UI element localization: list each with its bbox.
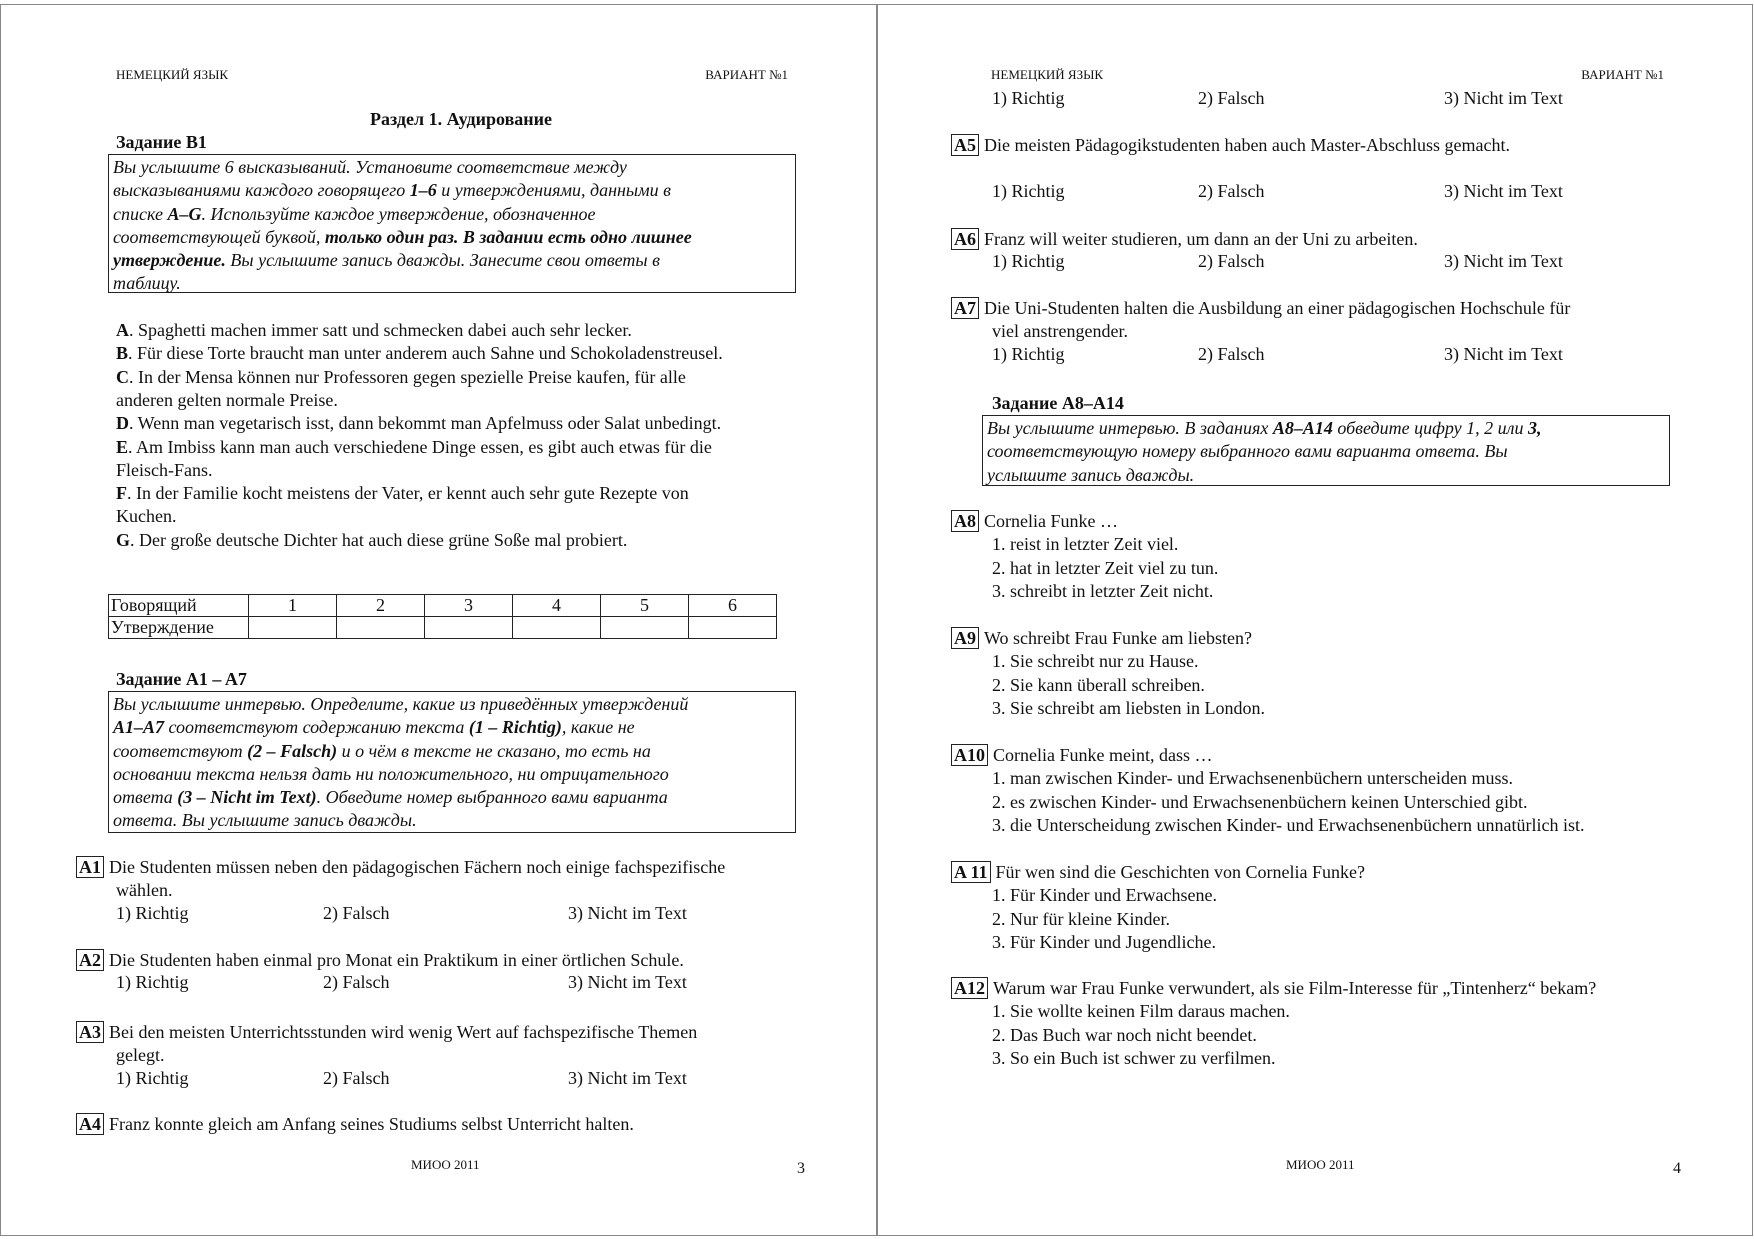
footer: МИОО 2011 <box>1286 1157 1355 1172</box>
question-text: Cornelia Funke … <box>984 511 1118 531</box>
instruction-text: высказываниями каждого говорящего <box>113 180 410 201</box>
statement-c <box>116 366 686 389</box>
statement-letter: B <box>116 343 129 364</box>
instruction-text: утверждение. <box>113 250 226 271</box>
answer-option[interactable]: 2. Nur für kleine Kinder. <box>992 908 1170 929</box>
question-label: A 11 <box>951 861 991 883</box>
answer-option[interactable]: 1) Richtig <box>992 180 1065 201</box>
instruction-line <box>113 786 791 809</box>
page-number: 3 <box>797 1160 805 1177</box>
instruction-text: услышите запись дважды. <box>987 464 1195 485</box>
answer-cell[interactable] <box>689 617 777 639</box>
question-a7 <box>992 320 1128 343</box>
instruction-text: 3, <box>1527 418 1542 438</box>
question-text: wählen. <box>116 880 173 901</box>
answer-option[interactable]: 1. Sie schreibt nur zu Hause. <box>992 651 1199 672</box>
task-a8-title: Задание A8–A14 <box>992 393 1124 413</box>
instruction-line <box>987 417 1665 440</box>
answer-option[interactable]: 1) Richtig <box>992 343 1065 364</box>
question-label: A3 <box>76 1021 104 1043</box>
question-label: A12 <box>951 977 988 999</box>
statement-text: Fleisch-Fans. <box>116 459 213 480</box>
variant-header: ВАРИАНТ №1 <box>705 67 788 82</box>
question-a11 <box>951 861 1365 884</box>
answer-table <box>108 594 777 639</box>
answer-cell[interactable] <box>337 617 425 639</box>
answer-cell[interactable] <box>513 617 601 639</box>
statement-e <box>116 436 712 459</box>
statement-letter: C <box>116 366 129 387</box>
question-label: A6 <box>951 228 979 250</box>
instruction-text: таблицу. <box>113 273 181 294</box>
question-text: Die meisten Pädagogikstudenten haben auch Master-Abschluss gemacht. <box>984 135 1510 155</box>
instruction-text: и о чём в тексте не сказано, то есть на <box>337 740 651 761</box>
task-b1-title: Задание B1 <box>116 132 207 152</box>
answer-cell[interactable] <box>249 617 337 639</box>
statement-a <box>116 319 632 342</box>
answer-option[interactable]: 3) Nicht im Text <box>1444 180 1563 201</box>
instruction-text: (3 – Nicht im Text) <box>177 787 317 808</box>
question-text: Franz konnte gleich am Anfang seines Studiums selbst Unterricht halten. <box>109 1114 634 1134</box>
statement-letter: F <box>116 483 127 504</box>
question-a2 <box>76 949 684 972</box>
instruction-line <box>113 179 791 202</box>
statement-text: . In der Mensa können nur Professoren gegen spezielle Preise kaufen, für alle <box>129 366 686 387</box>
subject-header: НЕМЕЦКИЙ ЯЗЫК <box>116 67 229 82</box>
instruction-text: . Используйте каждое утверждение, обозначенное <box>201 203 596 224</box>
answer-option[interactable]: 2. es zwischen Kinder- und Erwachsenenbüchern keinen Unterschied gibt. <box>992 791 1528 812</box>
question-label: A8 <box>951 510 979 532</box>
answer-option[interactable]: 2) Falsch <box>1198 88 1265 108</box>
instruction-text: только один раз. В задании есть одно лишнее <box>324 226 692 247</box>
statement-text: . In der Familie kocht meistens der Vater, er kennt auch sehr gute Rezepte von <box>127 483 689 504</box>
statement-letter: D <box>116 413 129 434</box>
statement-letter: G <box>116 529 131 550</box>
question-a4 <box>76 1113 634 1136</box>
question-label: A4 <box>76 1113 104 1135</box>
question-label: A2 <box>76 949 104 971</box>
instruction-line <box>113 226 791 249</box>
instruction-line <box>113 249 791 272</box>
statement-letter: E <box>116 436 129 457</box>
task-a1-title: Задание A1 – A7 <box>116 669 247 689</box>
question-label: A9 <box>951 627 979 649</box>
speaker-number: 1 <box>249 595 337 617</box>
page-3 <box>0 4 877 1236</box>
instruction-line <box>113 156 791 179</box>
instruction-text: , какие не <box>561 717 635 738</box>
answer-option[interactable]: 1) Richtig <box>116 1067 189 1088</box>
task-a8-instruction <box>982 415 1670 486</box>
question-a3 <box>116 1044 164 1067</box>
answer-option[interactable]: 1. reist in letzter Zeit viel. <box>992 534 1179 555</box>
answer-option[interactable]: 2. Das Buch war noch nicht beendet. <box>992 1024 1257 1045</box>
question-text: Die Uni-Studenten halten die Ausbildung an einer pädagogischen Hochschule für <box>984 298 1571 318</box>
answer-option[interactable]: 3. Sie schreibt am liebsten in London. <box>992 697 1265 718</box>
answer-option[interactable]: 3) Nicht im Text <box>1444 88 1563 108</box>
instruction-text: A1–A7 <box>113 717 165 738</box>
instruction-line <box>113 809 791 832</box>
instruction-text: (2 – Falsch) <box>247 740 338 761</box>
statement-f <box>116 505 176 528</box>
question-text: Warum war Frau Funke verwundert, als sie Film-Interesse für „Tintenherz“ bekam? <box>993 978 1597 998</box>
statement-text: . Der große deutsche Dichter hat auch diese grüne Soße mal probiert. <box>130 529 628 550</box>
question-label: A10 <box>951 744 988 766</box>
instruction-text: и утверждениями, данными в <box>436 180 671 201</box>
question-a9 <box>951 627 1252 650</box>
statement-f <box>116 482 689 505</box>
instruction-line <box>113 272 791 295</box>
question-label: A7 <box>951 297 979 319</box>
statement-d <box>116 412 721 435</box>
answer-option[interactable]: 2) Falsch <box>1198 343 1265 364</box>
instruction-line <box>113 203 791 226</box>
answer-option[interactable]: 1. Sie wollte keinen Film daraus machen. <box>992 1001 1290 1022</box>
subject-header: НЕМЕЦКИЙ ЯЗЫК <box>991 67 1104 82</box>
statement-text: . Am Imbiss kann man auch verschiedene Dinge essen, es gibt auch etwas für die <box>128 436 712 457</box>
answer-option[interactable]: 3. So ein Buch ist schwer zu verfilmen. <box>992 1047 1276 1068</box>
instruction-line <box>113 763 791 786</box>
question-a6 <box>951 228 1418 251</box>
instruction-text: Вы услышите 6 высказываний. Установите соответствие между <box>113 157 627 177</box>
answer-option[interactable]: 1. man zwischen Kinder- und Erwachsenenbüchern unterscheiden muss. <box>992 768 1513 789</box>
statement-e <box>116 459 213 482</box>
answer-option[interactable]: 2) Falsch <box>323 1067 390 1088</box>
question-text: Die Studenten müssen neben den pädagogischen Fächern noch einige fachspezifische <box>109 857 726 877</box>
instruction-text: соответствуют <box>113 740 248 761</box>
statement-text: Kuchen. <box>116 506 177 527</box>
answer-cell[interactable] <box>601 617 689 639</box>
answer-option[interactable]: 3. Für Kinder und Jugendliche. <box>992 931 1216 952</box>
answer-option[interactable]: 1) Richtig <box>992 251 1065 272</box>
instruction-text: соответствующей буквой, <box>113 226 325 247</box>
answer-option[interactable]: 3) Nicht im Text <box>1444 343 1563 364</box>
instruction-line <box>987 440 1665 463</box>
instruction-text: основании текста нельзя дать ни положительного, ни отрицательного <box>113 763 669 784</box>
instruction-text: Вы услышите интервью. Определите, какие из приведённых утверждений <box>113 694 689 714</box>
instruction-text: Вы услышите интервью. В заданиях <box>987 418 1273 438</box>
speaker-number: 3 <box>425 595 513 617</box>
question-label: A5 <box>951 134 979 156</box>
answer-option[interactable]: 1) Richtig <box>116 972 189 993</box>
answer-option[interactable]: 3) Nicht im Text <box>568 972 687 993</box>
answer-option[interactable]: 2. Sie kann überall schreiben. <box>992 674 1205 695</box>
answer-option[interactable]: 2. hat in letzter Zeit viel zu tun. <box>992 557 1219 578</box>
statement-text: . Spaghetti machen immer satt und schmecken dabei auch sehr lecker. <box>129 320 632 340</box>
page-4 <box>877 4 1753 1236</box>
speaker-number: 4 <box>513 595 601 617</box>
statement-g <box>116 529 627 552</box>
question-a1 <box>116 879 172 902</box>
question-text: Die Studenten haben einmal pro Monat ein Praktikum in einer örtlichen Schule. <box>109 950 684 970</box>
answer-option[interactable]: 3. die Unterscheidung zwischen Kinder- und Erwachsenenbüchern unnatürlich ist. <box>992 814 1585 835</box>
instruction-line <box>987 464 1665 487</box>
question-a5 <box>951 134 1510 157</box>
question-text: Bei den meisten Unterrichtsstunden wird wenig Wert auf fachspezifische Themen <box>109 1022 698 1042</box>
task-b1-instruction <box>108 154 796 293</box>
question-text: gelegt. <box>116 1045 165 1066</box>
question-a8 <box>951 510 1118 533</box>
instruction-text: A–G <box>167 203 202 224</box>
statement-b <box>116 342 723 365</box>
answer-cell[interactable] <box>425 617 513 639</box>
answer-option[interactable]: 3) Nicht im Text <box>568 1067 687 1088</box>
answer-option[interactable]: 2) Falsch <box>1198 180 1265 201</box>
instruction-text: . Обведите номер выбранного вами варианта <box>316 787 668 808</box>
question-a12 <box>951 977 1596 1000</box>
speaker-number: 5 <box>601 595 689 617</box>
statement-c <box>116 389 338 412</box>
instruction-text: соответствуют содержанию текста <box>164 717 469 738</box>
section-title: Раздел 1. Аудирование <box>369 109 553 129</box>
question-text: Franz will weiter studieren, um dann an der Uni zu arbeiten. <box>984 229 1418 249</box>
answer-option[interactable]: 1) Richtig <box>116 902 189 923</box>
answer-option[interactable]: 3) Nicht im Text <box>1444 251 1563 272</box>
question-label: A1 <box>76 856 104 878</box>
answer-option[interactable]: 1) Richtig <box>992 88 1065 108</box>
answer-option[interactable]: 2) Falsch <box>323 902 390 923</box>
answer-option[interactable]: 2) Falsch <box>1198 251 1265 272</box>
statement-text: . Wenn man vegetarisch isst, dann bekommt man Apfelmuss oder Salat unbedingt. <box>129 413 722 434</box>
answer-option[interactable]: 3. schreibt in letzter Zeit nicht. <box>992 580 1214 601</box>
statement-letter: A <box>116 320 129 340</box>
question-a7 <box>951 297 1570 320</box>
row-label-speaker: Говорящий <box>109 595 249 617</box>
statement-text: anderen gelten normale Preise. <box>116 389 338 410</box>
answer-option[interactable]: 2) Falsch <box>323 972 390 993</box>
question-a10 <box>951 744 1212 767</box>
question-text: viel anstrengender. <box>992 321 1128 342</box>
instruction-text: 1–6 <box>409 180 437 201</box>
question-a3 <box>76 1021 697 1044</box>
speaker-number: 2 <box>337 595 425 617</box>
speaker-number: 6 <box>689 595 777 617</box>
instruction-text: (1 – Richtig) <box>468 717 562 738</box>
instruction-text: обведите цифру 1, 2 или <box>1332 418 1528 438</box>
instruction-text: A8–A14 <box>1272 418 1333 438</box>
question-a1 <box>76 856 725 879</box>
instruction-text: соответствующую номеру выбранного вами варианта ответа. Вы <box>987 441 1508 462</box>
row-label-statement: Утверждение <box>109 617 249 639</box>
instruction-line <box>113 740 791 763</box>
instruction-line <box>113 693 791 716</box>
instruction-text: Вы услышите запись дважды. Занесите свои ответы в <box>225 250 660 271</box>
answer-option[interactable]: 3) Nicht im Text <box>568 902 687 923</box>
answer-option[interactable]: 1. Für Kinder und Erwachsene. <box>992 885 1217 906</box>
instruction-text: списке <box>113 203 168 224</box>
footer: МИОО 2011 <box>411 1157 480 1172</box>
instruction-line <box>113 716 791 739</box>
question-text: Cornelia Funke meint, dass … <box>993 745 1213 765</box>
question-text: Für wen sind die Geschichten von Cornelia Funke? <box>995 862 1365 882</box>
question-text: Wo schreibt Frau Funke am liebsten? <box>984 628 1252 648</box>
page-number: 4 <box>1673 1160 1681 1177</box>
task-a1-instruction <box>108 691 796 833</box>
variant-header: ВАРИАНТ №1 <box>1581 67 1664 82</box>
statement-text: . Für diese Torte braucht man unter anderem auch Sahne und Schokoladenstreusel. <box>128 343 723 364</box>
instruction-text: ответа <box>113 787 178 808</box>
instruction-text: ответа. Вы услышите запись дважды. <box>113 810 417 831</box>
